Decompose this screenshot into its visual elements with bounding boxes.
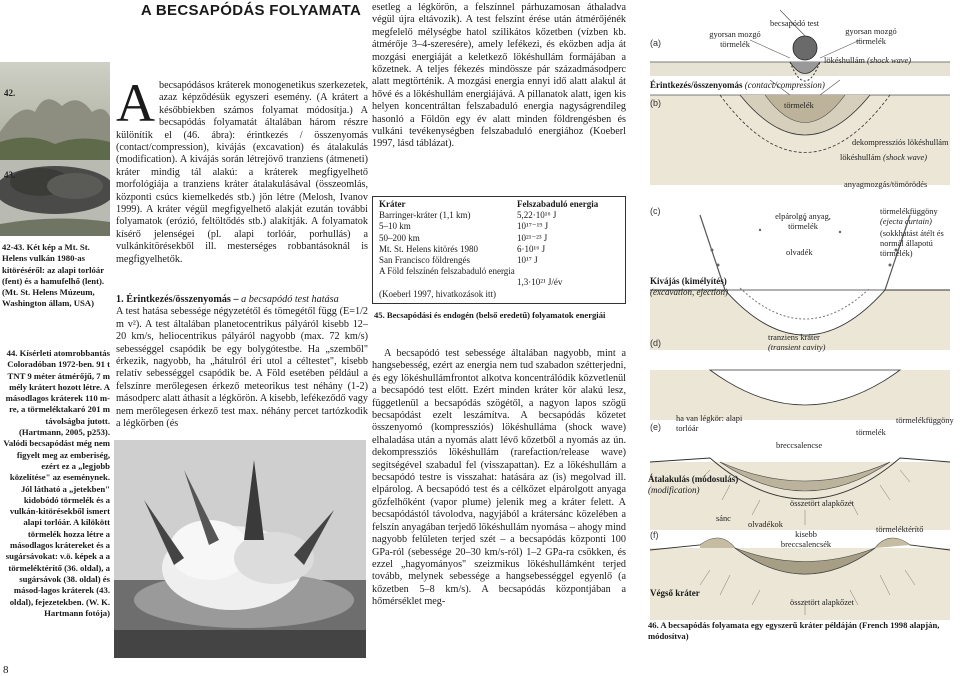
- section1-text: A test hatása sebessége négyzetétől és tömegétől függ (E=1/2 m v²). A test általában planetocentrikus pályáról kisebb 12–20 km/s, heliocentrikus pályáról nagyobb (max. 72 km/s) sebességgel csapódik be egy bolygótestbe. Ha „szemből" érkezik, nagyobb, ha „hátulról éri utol a céltestet", kisebb relatív sebességgel csapódik be. A Föld esetében például a felszínre merőlegesen érkező meteorikus test néhány (1-2) másodperc alatt áthasít a légkörön. A kisebb, lefékeződő vagy nem merőlegesen érkező test max. néhány percet tartózkodik a légkörben (és: [116, 306, 368, 430]
- label-melts: olvadékok: [748, 520, 783, 529]
- stage-title-final: Végső kráter: [650, 588, 700, 598]
- table-cell: San Francisco földrengés: [379, 255, 470, 266]
- table-row: [379, 221, 619, 232]
- table-footer-line: A Föld felszínén felszabaduló energia: [379, 266, 515, 277]
- stage-letter: (f): [650, 530, 659, 540]
- label-shock-wave-a: [824, 56, 911, 66]
- stage-name: Kivájás (kimélyítés): [650, 276, 727, 286]
- photo-43-ash-cloud: [0, 160, 110, 236]
- label-shocked-debris: (sokkhatást átélt és normál állapotú törmelék): [880, 229, 944, 258]
- table-cell: 6·10¹⁶ J: [517, 243, 546, 254]
- stage-letter: (c): [650, 206, 661, 216]
- label-text: tranziens kráter: [768, 333, 820, 342]
- caption-42-43: 42-43. Két kép a Mt. St. Helens vulkán 1980-as kitöréséről: az alapi torlóár (fent) és a hamufelhő (lent). (Mt. St. Helens Múzeum, Washington állam, USA): [2, 242, 105, 309]
- label-material-flow: anyagmozgás/tömörödés: [844, 180, 928, 189]
- label-debris-b: törmelék: [784, 101, 814, 110]
- stage-d-graphic: [650, 370, 950, 420]
- dropcap: A: [116, 73, 155, 133]
- label-base-surge: ha van légkör: alapi torlóár: [676, 414, 743, 433]
- label-ejecta-blanket: törmeléktérítő: [876, 525, 924, 534]
- section1-block: 1. Érintkezés/összenyomás – a becsapódó test hatása A test hatása sebessége négyzetétől és tömegétől függ (E=1/2 m v²). A test általában planetocentrikus pályáról kisebb 12–20 km/s, heliocentrikus pályáról nagyobb (max. 72 km/s) sebességgel csapódik be egy bolygótestbe. Ha „szemből" érkezik, nagyobb, ha „hátulról éri utol a céltestet", kisebb relatív sebességgel csapódik be. A Föld esetében például a felszínre merőlegesen érkező meteorikus test néhány (1-2) másodperc alatt áthasít a légkörön. A kisebb, lefékeződő vagy nem merőlegesen érkező test max. néhány percet tartózkodik a légkörben (és: [116, 294, 368, 430]
- table-header: [379, 199, 619, 210]
- intro-text: becsapódásos kráterek monogenetikus szerkezetek, azaz képződésük egyszeri esemény. (A krátert a későbbiekben számos folyamat módosítja.) A becsapódás folyamatát általában három részre különítik el (46. ábra): érintkezés / összenyomás (contact/compression), kivájás (excavation) és átalakulás (modification). A kivájás során létrejövő tranziens (átmeneti) kráter mindig tál alakú: a kráterek megfigyelhető morfológiája a tranziens kráter átalakulásával (összeomlás, központi csúcs kiemelkedés stb.) jön létre (Melosh, Ivanov 1999). A kráter végül megfigyelhető alakját ezután további folyamatok (erózió, feltöltődés stb.) alakítják. A folyamatok kísérő jelenségei (pl. alapi torlóár, porhullás) a vulkánkitörésekből ill. mesterséges robbantásoknál is megfigyelhetők.: [116, 80, 368, 265]
- table-cell: 5,22·10¹⁶ J: [517, 210, 557, 221]
- label-shock-wave-b: [840, 153, 927, 163]
- table-header-crater: Kráter: [379, 199, 406, 209]
- label-vapor-debris: elpárolgó anyag, törmelék: [775, 212, 831, 231]
- label-transient-crater: [768, 333, 825, 353]
- table-cell: 10¹⁷⁻¹⁹ J: [517, 221, 549, 232]
- energy-table: [372, 196, 626, 304]
- table-row: [379, 244, 619, 255]
- label-text-en: (shock wave): [883, 153, 927, 162]
- label-text: törmelékfüggöny: [880, 207, 938, 216]
- stage-name-en: (modification): [648, 484, 700, 495]
- table-cell: Mt. St. Helens kitörés 1980: [379, 243, 478, 254]
- stage-name-en: (contact/compression): [744, 80, 825, 90]
- label-ejecta-curtain: [880, 207, 960, 227]
- label-debris-e: törmelék: [856, 428, 886, 437]
- stage-letter: (e): [650, 422, 661, 432]
- stage-title-contact: [650, 80, 825, 91]
- table-cell: 10¹⁷ J: [517, 255, 538, 266]
- label-small-breccias: kisebb breccsalencsék: [780, 530, 832, 549]
- stage-letter: (b): [650, 98, 661, 108]
- section1-heading: 1. Érintkezés/összenyomás: [116, 294, 231, 305]
- table-cell: 50–200 km: [379, 232, 420, 243]
- page-number: 8: [3, 664, 9, 676]
- stage-b-graphic: [650, 80, 950, 185]
- table-cell: 10²¹⁻²³ J: [517, 232, 548, 243]
- caption-44: 44. Kísérleti atomrobbantás Coloradóban 1972-ben. 91 t TNT 9 méter átmérőjű, 7 m mély krátert hozott létre. A másodlagos kráterek 110 m-re, a törmeléktakaró 201 m távolságba jutott. (Hartmann, 2005, p253). Valódi becsapódást még nem figyelt meg az emberiség, ezért ez a „legjobb közelítése" az eseménynek. Jól látható a „jetekben" kidobódó törmelék és a vulkán-kitörésekből ismert alapi torlóár. A kilökött törmelék hozza létre a másodlagos krátereket és a sugársávokat: v.ö. képek a a törmeléktérítő (36. oldal), a sugársávok (38. oldal) és másod-lagos kráterek (43. oldal), fejezetekben. (W. K. Hartmann fotója): [3, 348, 110, 618]
- label-fast-debris-left: gyorsan mozgó törmelék: [709, 30, 761, 49]
- page-title: A BECSAPÓDÁS FOLYAMATA: [140, 2, 362, 19]
- stage-title-excavation: [650, 276, 728, 297]
- label-impactor: becsapódó test: [770, 19, 820, 28]
- photo-44-graphic: [114, 440, 366, 658]
- table-row: [379, 255, 619, 266]
- label-text-en: (transient cavity): [768, 343, 826, 352]
- photo-42-label: 42.: [4, 88, 16, 98]
- label-text: lökéshullám: [840, 153, 881, 162]
- stage-name-en: (excavation, ejection): [650, 286, 728, 297]
- label-fractured-bedrock-f: összetört alapkőzet: [790, 598, 854, 607]
- photo-43-graphic: [0, 160, 110, 236]
- table-header-energy: Felszabaduló energia: [517, 199, 599, 209]
- label-ejecta-curtain-e: törmelékfüggöny: [896, 416, 954, 425]
- table-cell: Barringer-kráter (1,1 km): [379, 210, 471, 221]
- stage-letter: (d): [650, 338, 661, 348]
- col2-top-text: esetleg a légkörön, a felszínnel párhuzamosan áthaladva végül újra eltávozik). A test felszínt érése után átmérőjénék megfelelő mélységbe hatol szilikátos kőzetben (vízben kb. átmérője 3–4-szeresére), amely lefékezi, és eközben adja át mozgási energiáját a keletkező lökéshullám formájában a kőzetnek. A teljes fékezés mindössze pár századmásodperc alatt megtörténik. A mozgási energia ennyi idő alatt alakul át hővé és a lökéshullám energiájává. A pillanatok alatt, igen kis helyen koncentráltan felszabaduló energia nagyságrendileg hasonló a Földön egy év alatt minden földrengésben és vulkáni tevékenységben felszabaduló energiához (Koeberl 1997, lásd táblázat).: [372, 2, 626, 150]
- label-text-en: (shock wave): [867, 56, 911, 65]
- figure-45-caption: 45. Becsapódási és endogén (belső eredetű) folyamatok energiái: [374, 310, 606, 320]
- figure-46-caption: 46. A becsapódás folyamata egy egyszerű kráter példáján (French 1998 alapján, módosítva): [648, 620, 940, 641]
- label-rim: sánc: [716, 514, 731, 523]
- label-text: lökéshullám: [824, 56, 865, 65]
- stage-name: Érintkezés/összenyomás: [650, 80, 743, 90]
- label-text-en: (ejecta curtain): [880, 217, 932, 226]
- photo-44-nuclear-test: [114, 440, 366, 658]
- table-row: [379, 210, 619, 221]
- photo-42-graphic: [0, 62, 110, 160]
- table-cell: 5–10 km: [379, 221, 411, 232]
- label-breccia-lens: breccsalencse: [776, 441, 823, 450]
- col2-bottom-text: A becsapódó test sebessége általában nagyobb, mint a hangsebesség, ezért az energia nem tud szabadon szétterjedni, és egy lökéshullámfrontot alkotva koncentrálódik közvetlenül a becsapódó test előtt. Ezért minden kráter kör alakú lesz, függetlenül a becsapódás szögétől, a nagyon lapos szögű becsapódást ezelt leszámítva. A becsapódás kőzetet összenyomó (kompressziós) lökéshulláma (shock wave) elhaladása után a nyomás alatt lévő kőzetből a nyomás az ún. dekompressziós lökéshullám (rarefaction/release wave) segítségével szabadul fel (visszapattan). Ez a lökéshullám a becsapódó testre is visszahat: hatására az (is) megolvad ill. elpárolog. A becsapódó test és a célkőzet elpárolgott anyaga gőzfelhőként (vapor plume) jelenik meg a kráter felett. A becsapódástól távolodva, nagyjából a krátersánc közelében a felszín anyagában terjedő lökéshullám nyomása – ahogy mind nagyobb felületen terjed szét – a becsapódás központi 100 GPa-ról (sebessége 20–30 km/s-ról) 1–2 GPa-ra csökken, és ezzel „hagyományos" szeizmikus lökéshullámként terjed tovább, melynek sebessége a hangsebességgel egyenlő (a kőzetben 5–8 km/s). A becsapódás központjában a hőmérséklet meg-: [372, 348, 626, 608]
- stage-name: Átalakulás (módosulás): [648, 474, 739, 484]
- table-footer-value: 1,3·10²¹ J/év: [517, 277, 563, 288]
- label-rarefaction: dekompressziós lökéshullám: [852, 138, 949, 147]
- section1-heading-italic: a becsapódó test hatása: [241, 294, 339, 305]
- stage-letter: (a): [650, 38, 661, 48]
- photo-42-base-surge: [0, 62, 110, 160]
- label-melt-c: olvadék: [786, 248, 813, 257]
- intro-paragraph: [116, 73, 368, 266]
- label-fractured-bedrock-e: összetört alapkőzet: [790, 499, 854, 508]
- stage-title-modification: [648, 474, 738, 495]
- photo-43-label: 43.: [4, 170, 16, 180]
- table-row: [379, 233, 619, 244]
- label-fast-debris-right: gyorsan mozgó törmelék: [845, 27, 897, 46]
- table-source: (Koeberl 1997, hivatkozások itt): [379, 288, 496, 299]
